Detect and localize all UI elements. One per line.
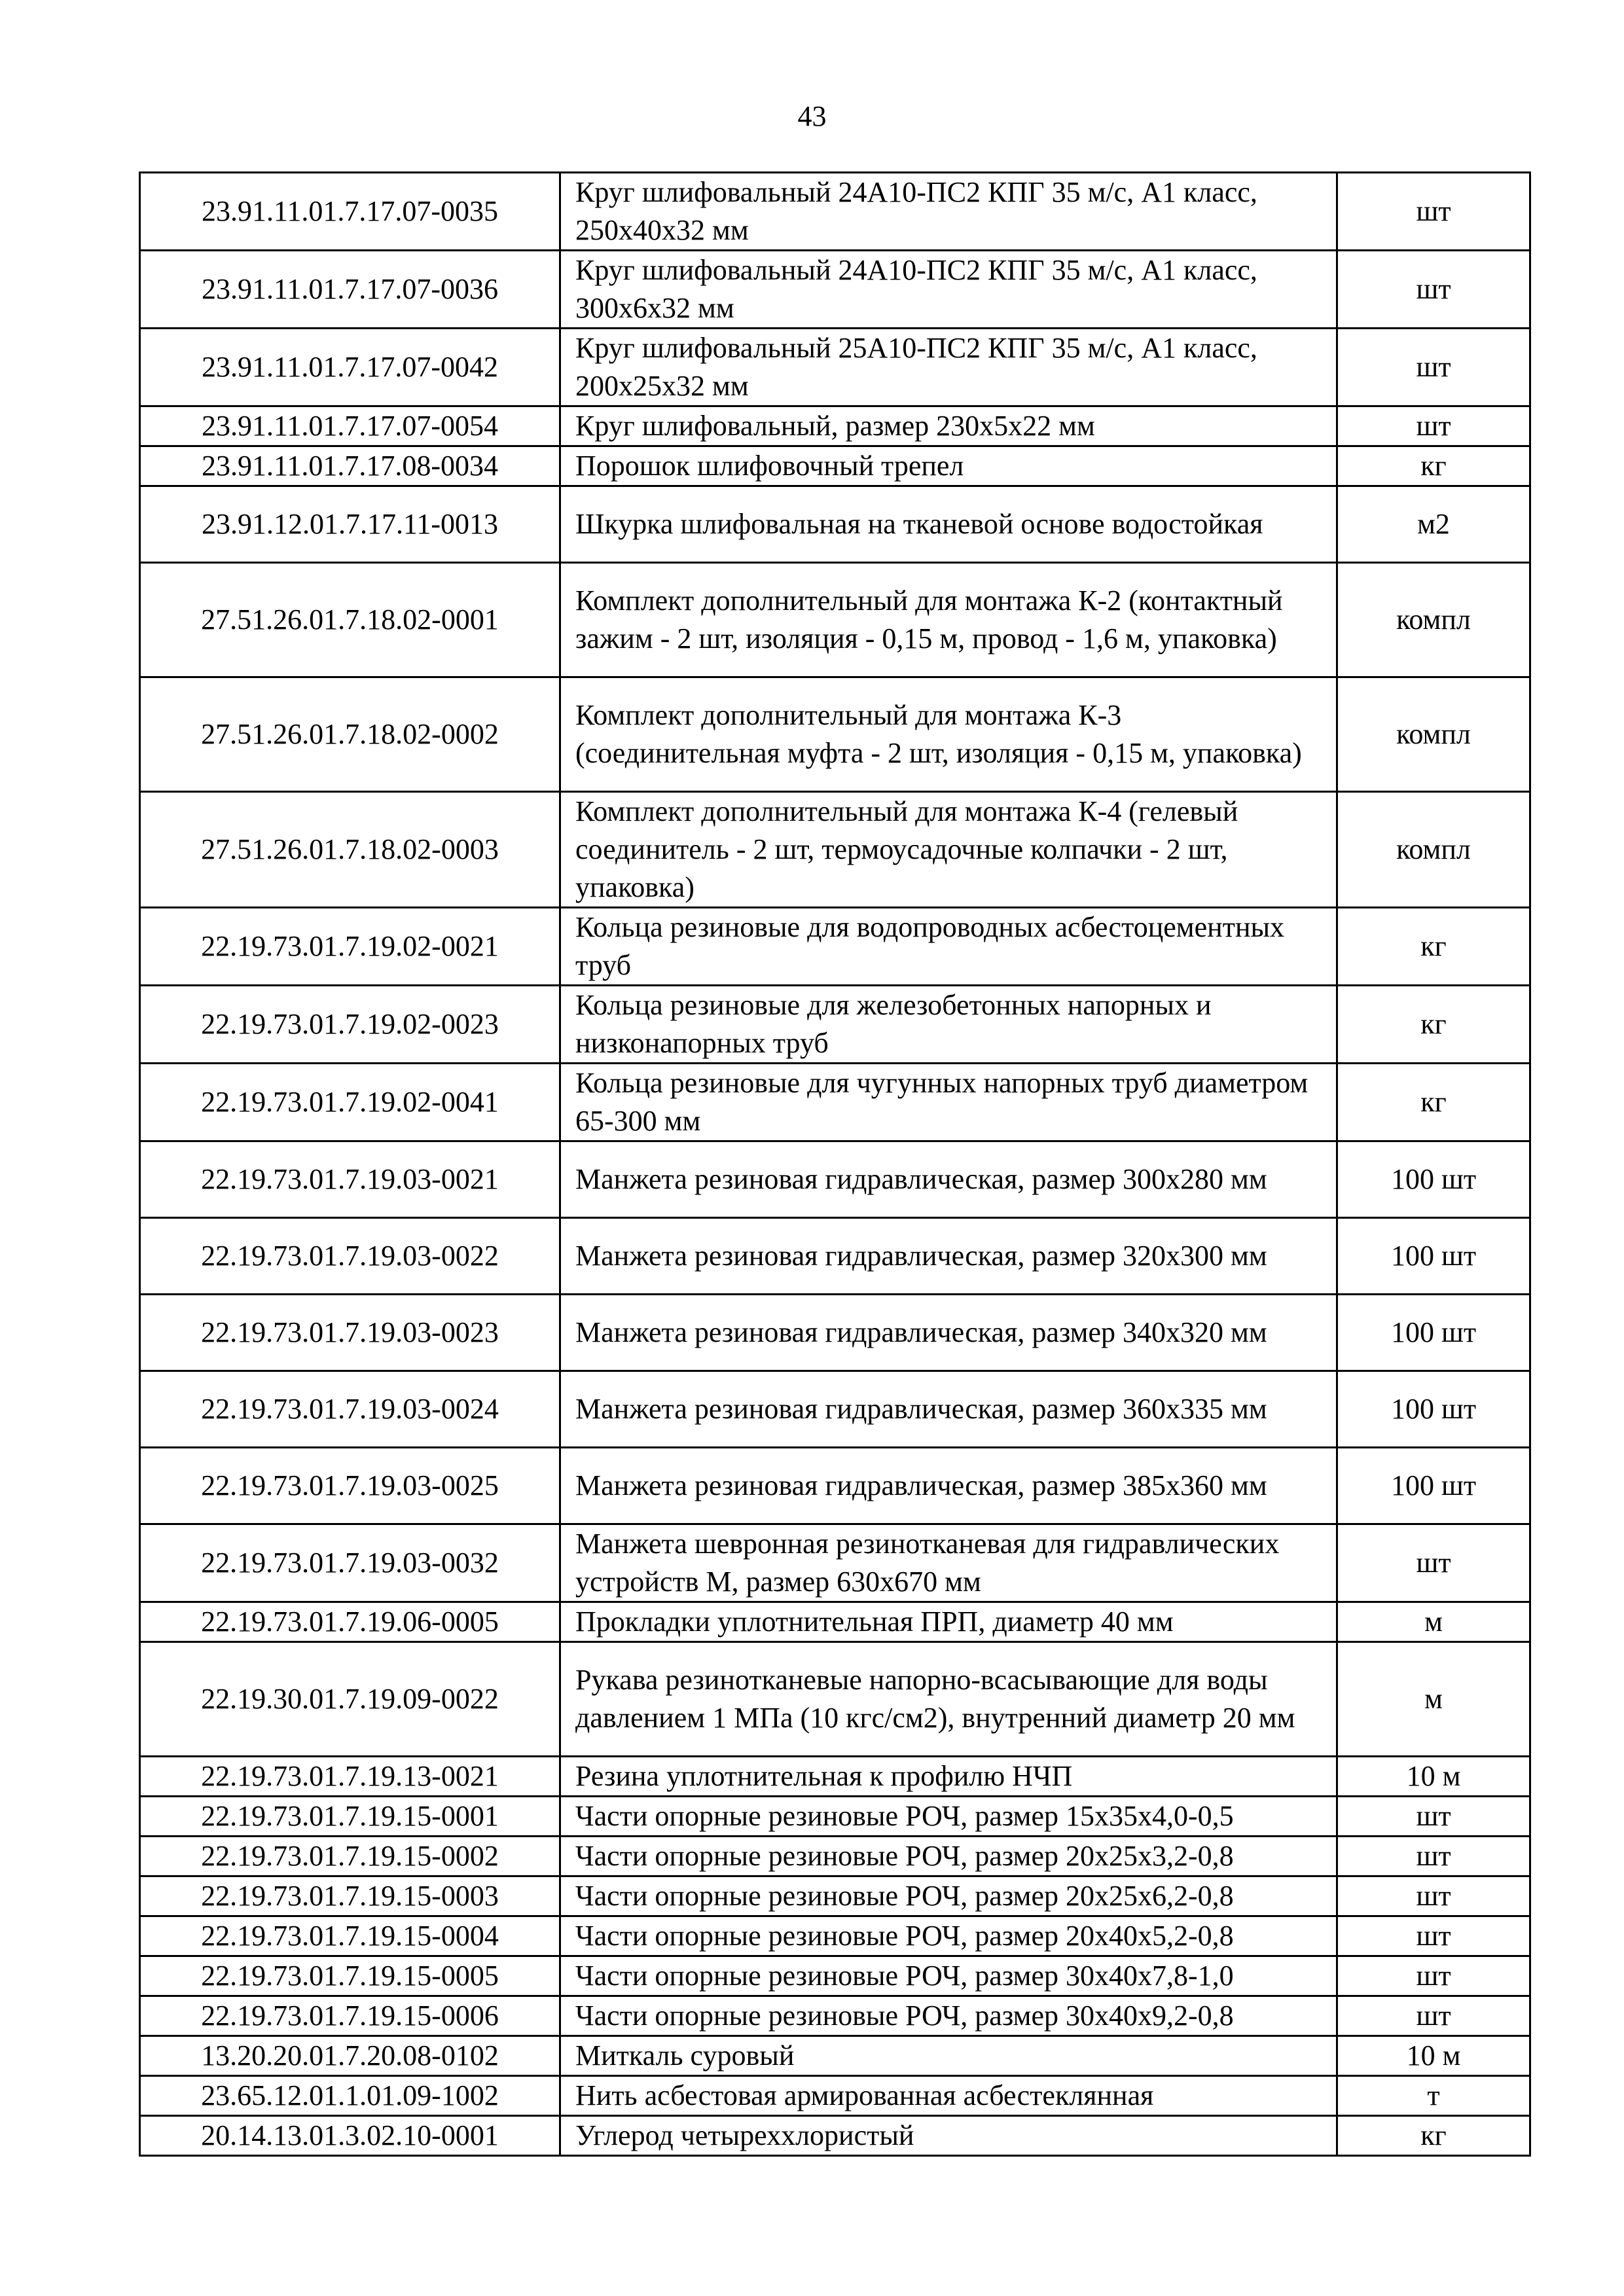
- table-row: [140, 908, 1530, 986]
- resource-name: Части опорные резиновые РОЧ, размер 15х35х4,0-0,5: [560, 1797, 1337, 1837]
- resource-code: 22.19.73.01.7.19.03-0024: [140, 1371, 560, 1448]
- page-number: 43: [797, 100, 827, 132]
- resource-unit: 100 шт: [1337, 1371, 1530, 1448]
- resource-code: 27.51.26.01.7.18.02-0003: [140, 792, 560, 908]
- resource-code: 27.51.26.01.7.18.02-0002: [140, 677, 560, 792]
- resource-code: 22.19.73.01.7.19.03-0021: [140, 1141, 560, 1218]
- resource-name: Миткаль суровый: [560, 2036, 1337, 2076]
- table-row: [140, 1916, 1530, 1956]
- table-row: [140, 251, 1530, 329]
- resource-name: Кольца резиновые для железобетонных напорных и низконапорных труб: [560, 986, 1337, 1064]
- resource-code: 23.91.11.01.7.17.07-0035: [140, 173, 560, 251]
- resource-code: 22.19.73.01.7.19.02-0041: [140, 1064, 560, 1141]
- resource-code: 22.19.73.01.7.19.13-0021: [140, 1757, 560, 1797]
- resource-name: Круг шлифовальный, размер 230х5х22 мм: [560, 406, 1337, 446]
- resource-unit: т: [1337, 2076, 1530, 2116]
- resource-unit: м: [1337, 1642, 1530, 1757]
- resource-unit: 10 м: [1337, 1757, 1530, 1797]
- resource-name: Комплект дополнительный для монтажа К-4 (гелевый соединитель - 2 шт, термоусадочные колпачки - 2 шт, упаковка): [560, 792, 1337, 908]
- table-row: [140, 792, 1530, 908]
- resource-name: Комплект дополнительный для монтажа К-2 (контактный зажим - 2 шт, изоляция - 0,15 м, провод - 1,6 м, упаковка): [560, 563, 1337, 677]
- resource-name: Манжета резиновая гидравлическая, размер 340х320 мм: [560, 1295, 1337, 1371]
- resource-name: Части опорные резиновые РОЧ, размер 30х40х7,8-1,0: [560, 1956, 1337, 1996]
- resource-unit: шт: [1337, 329, 1530, 406]
- resource-name: Шкурка шлифовальная на тканевой основе водостойкая: [560, 486, 1337, 563]
- resource-code: 20.14.13.01.3.02.10-0001: [140, 2116, 560, 2156]
- resource-unit: кг: [1337, 1064, 1530, 1141]
- table-row: [140, 1448, 1530, 1524]
- resource-code: 22.19.73.01.7.19.15-0001: [140, 1797, 560, 1837]
- table-row: [140, 1757, 1530, 1797]
- resource-code: 22.19.73.01.7.19.03-0023: [140, 1295, 560, 1371]
- resource-unit: шт: [1337, 1916, 1530, 1956]
- resource-unit: шт: [1337, 1876, 1530, 1916]
- resource-unit: м2: [1337, 486, 1530, 563]
- resource-name: Манжета шевронная резинотканевая для гидравлических устройств М, размер 630х670 мм: [560, 1524, 1337, 1602]
- resource-name: Круг шлифовальный 24А10-ПС2 КПГ 35 м/с, А1 класс, 300х6х32 мм: [560, 251, 1337, 329]
- table-row: [140, 2116, 1530, 2156]
- table-row: [140, 1295, 1530, 1371]
- resource-code: 23.91.11.01.7.17.07-0054: [140, 406, 560, 446]
- resource-code: 23.91.11.01.7.17.07-0042: [140, 329, 560, 406]
- table-row: [140, 677, 1530, 792]
- resource-code: 23.91.11.01.7.17.08-0034: [140, 446, 560, 486]
- resource-name: Манжета резиновая гидравлическая, размер 385х360 мм: [560, 1448, 1337, 1524]
- resource-unit: 100 шт: [1337, 1295, 1530, 1371]
- resource-name: Углерод четыреххлористый: [560, 2116, 1337, 2156]
- resource-unit: кг: [1337, 2116, 1530, 2156]
- table-row: [140, 1876, 1530, 1916]
- resource-unit: компл: [1337, 563, 1530, 677]
- resource-code: 23.65.12.01.1.01.09-1002: [140, 2076, 560, 2116]
- resource-code: 22.19.73.01.7.19.03-0032: [140, 1524, 560, 1602]
- resource-name: Части опорные резиновые РОЧ, размер 30х40х9,2-0,8: [560, 1996, 1337, 2036]
- resource-name: Манжета резиновая гидравлическая, размер 360х335 мм: [560, 1371, 1337, 1448]
- resource-code: 22.19.73.01.7.19.02-0023: [140, 986, 560, 1064]
- table-row: [140, 1837, 1530, 1876]
- table-row: [140, 486, 1530, 563]
- resource-name: Манжета резиновая гидравлическая, размер 300х280 мм: [560, 1141, 1337, 1218]
- resource-code: 23.91.12.01.7.17.11-0013: [140, 486, 560, 563]
- table-row: [140, 173, 1530, 251]
- resource-unit: шт: [1337, 173, 1530, 251]
- resource-name: Порошок шлифовочный трепел: [560, 446, 1337, 486]
- resource-code: 22.19.73.01.7.19.03-0025: [140, 1448, 560, 1524]
- resource-name: Части опорные резиновые РОЧ, размер 20х25х6,2-0,8: [560, 1876, 1337, 1916]
- table-row: [140, 446, 1530, 486]
- resource-name: Части опорные резиновые РОЧ, размер 20х40х5,2-0,8: [560, 1916, 1337, 1956]
- resource-name: Части опорные резиновые РОЧ, размер 20х25х3,2-0,8: [560, 1837, 1337, 1876]
- resource-code: 13.20.20.01.7.20.08-0102: [140, 2036, 560, 2076]
- resource-unit: 100 шт: [1337, 1141, 1530, 1218]
- resource-unit: 100 шт: [1337, 1448, 1530, 1524]
- resource-name: Кольца резиновые для водопроводных асбестоцементных труб: [560, 908, 1337, 986]
- table-row: [140, 1064, 1530, 1141]
- resource-code: 23.91.11.01.7.17.07-0036: [140, 251, 560, 329]
- resource-code: 22.19.73.01.7.19.15-0006: [140, 1996, 560, 2036]
- table-row: [140, 1996, 1530, 2036]
- resource-unit: шт: [1337, 251, 1530, 329]
- table-row: [140, 2076, 1530, 2116]
- table-row: [140, 329, 1530, 406]
- resource-unit: кг: [1337, 908, 1530, 986]
- resource-code: 22.19.73.01.7.19.15-0002: [140, 1837, 560, 1876]
- resource-code: 27.51.26.01.7.18.02-0001: [140, 563, 560, 677]
- resource-name: Нить асбестовая армированная асбестеклянная: [560, 2076, 1337, 2116]
- table-row: [140, 1602, 1530, 1642]
- resource-name: Круг шлифовальный 25А10-ПС2 КПГ 35 м/с, А1 класс, 200х25х32 мм: [560, 329, 1337, 406]
- resource-unit: 100 шт: [1337, 1218, 1530, 1295]
- resource-unit: м: [1337, 1602, 1530, 1642]
- resources-table: [139, 171, 1531, 2157]
- resource-unit: шт: [1337, 1797, 1530, 1837]
- resource-code: 22.19.73.01.7.19.15-0004: [140, 1916, 560, 1956]
- resource-unit: шт: [1337, 1996, 1530, 2036]
- resource-unit: шт: [1337, 406, 1530, 446]
- resource-code: 22.19.73.01.7.19.06-0005: [140, 1602, 560, 1642]
- resource-name: Комплект дополнительный для монтажа К-3 (соединительная муфта - 2 шт, изоляция - 0,15 м, упаковка): [560, 677, 1337, 792]
- table-row: [140, 1642, 1530, 1757]
- resource-name: Кольца резиновые для чугунных напорных труб диаметром 65-300 мм: [560, 1064, 1337, 1141]
- table-row: [140, 563, 1530, 677]
- resource-name: Круг шлифовальный 24А10-ПС2 КПГ 35 м/с, А1 класс, 250х40х32 мм: [560, 173, 1337, 251]
- resource-code: 22.19.73.01.7.19.15-0005: [140, 1956, 560, 1996]
- table-row: [140, 406, 1530, 446]
- resource-unit: компл: [1337, 792, 1530, 908]
- table-row: [140, 1797, 1530, 1837]
- table-row: [140, 1371, 1530, 1448]
- resource-name: Рукава резинотканевые напорно-всасывающие для воды давлением 1 МПа (10 кгс/см2), внутренний диаметр 20 мм: [560, 1642, 1337, 1757]
- resource-unit: 10 м: [1337, 2036, 1530, 2076]
- resource-unit: шт: [1337, 1524, 1530, 1602]
- resource-code: 22.19.73.01.7.19.15-0003: [140, 1876, 560, 1916]
- resource-unit: шт: [1337, 1956, 1530, 1996]
- resource-unit: кг: [1337, 446, 1530, 486]
- resource-name: Манжета резиновая гидравлическая, размер 320х300 мм: [560, 1218, 1337, 1295]
- table-row: [140, 1141, 1530, 1218]
- resource-name: Резина уплотнительная к профилю НЧП: [560, 1757, 1337, 1797]
- table-row: [140, 2036, 1530, 2076]
- resource-code: 22.19.73.01.7.19.03-0022: [140, 1218, 560, 1295]
- table-row: [140, 986, 1530, 1064]
- table-row: [140, 1524, 1530, 1602]
- resource-name: Прокладки уплотнительная ПРП, диаметр 40 мм: [560, 1602, 1337, 1642]
- table-row: [140, 1218, 1530, 1295]
- resource-code: 22.19.73.01.7.19.02-0021: [140, 908, 560, 986]
- resource-unit: шт: [1337, 1837, 1530, 1876]
- resource-code: 22.19.30.01.7.19.09-0022: [140, 1642, 560, 1757]
- resource-unit: компл: [1337, 677, 1530, 792]
- resource-unit: кг: [1337, 986, 1530, 1064]
- table-row: [140, 1956, 1530, 1996]
